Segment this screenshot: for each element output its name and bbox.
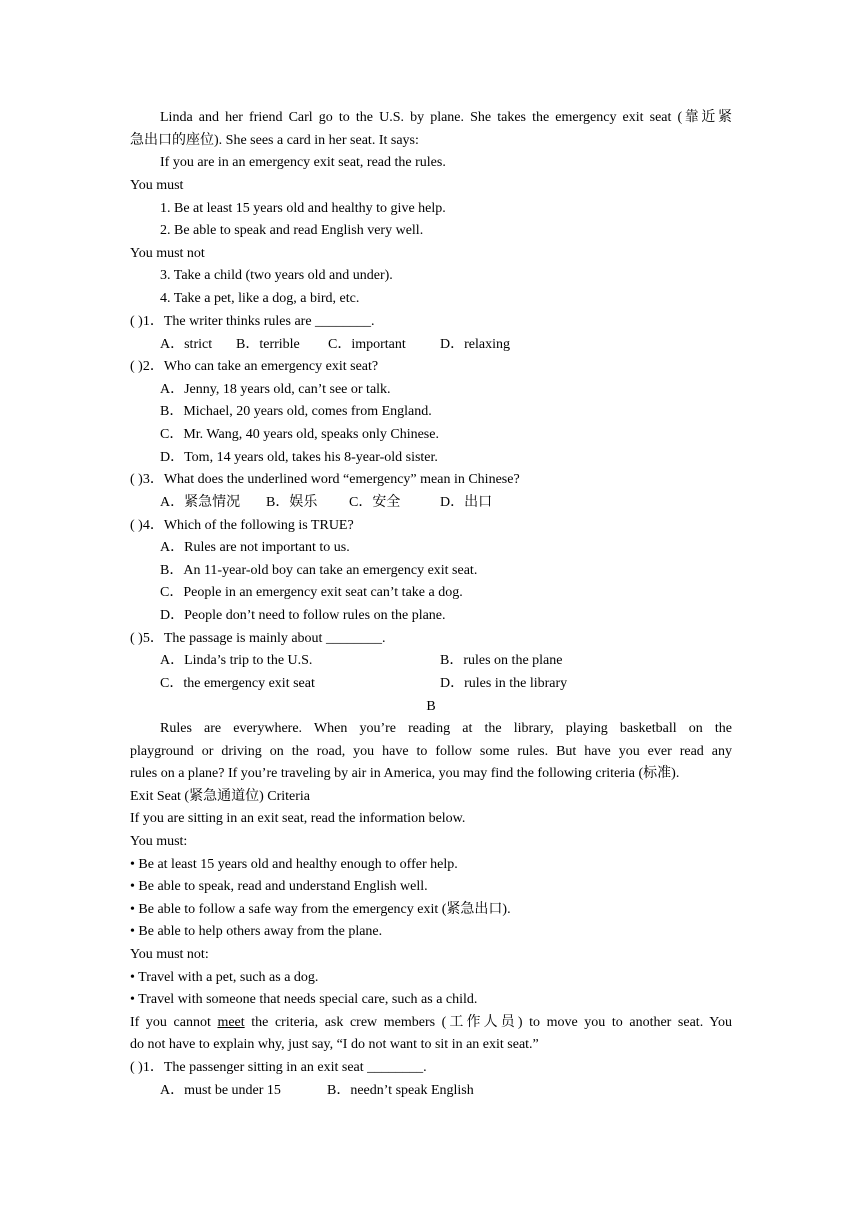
option-d: D．People don’t need to follow rules on the plane. — [160, 608, 446, 623]
option-d: D．Tom, 14 years old, takes his 8-year-old sister. — [160, 450, 438, 465]
question-1: ( )1．The writer thinks rules are ________. — [130, 314, 375, 329]
underlined-word-meet: meet — [217, 1015, 245, 1030]
option-b: B．娱乐 — [266, 495, 318, 510]
option-a: A．must be under 15 — [160, 1083, 281, 1098]
question-3 — [130, 470, 732, 490]
closing-line-1 — [130, 1013, 732, 1033]
option-a: A．Jenny, 18 years old, can’t see or talk. — [160, 382, 391, 397]
option-c: C．Mr. Wang, 40 years old, speaks only Chinese. — [160, 427, 439, 442]
option-b: B．needn’t speak English — [327, 1083, 474, 1098]
must-not-heading: You must not — [130, 246, 205, 261]
section-label-b: B — [426, 699, 436, 714]
question-2: ( )2．Who can take an emergency exit seat? — [130, 359, 379, 374]
option-c: C．安全 — [349, 495, 401, 510]
option-c: C．important — [328, 337, 406, 352]
question-5: ( )5．The passage is mainly about ________. — [130, 631, 386, 646]
option-b: B．rules on the plane — [440, 653, 563, 668]
option-a: A．strict — [160, 337, 213, 352]
question-3-text-before: ( )3．What does the underlined word “ — [130, 472, 350, 487]
must-not-item: • Travel with someone that needs special care, such as a child. — [130, 992, 478, 1007]
must-heading: You must: — [130, 834, 188, 849]
option-d: D．rules in the library — [440, 676, 568, 691]
intro-line-3: If you are in an emergency exit seat, read the rules. — [160, 155, 446, 170]
option-c: C．People in an emergency exit seat can’t take a dog. — [160, 585, 463, 600]
intro-line-1: Linda and her friend Carl go to the U.S. by plane. She takes the emergency exit seat (靠近紧 — [160, 110, 732, 125]
question-3-text-after: ” mean in Chinese? — [410, 472, 520, 487]
intro-line-2: 急出口的座位). She sees a card in her seat. It says: — [130, 133, 419, 148]
option-a: A．紧急情况 — [160, 495, 241, 510]
must-item: 1. Be at least 15 years old and healthy to give help. — [160, 201, 446, 216]
must-item: • Be able to follow a safe way from the emergency exit (紧急出口). — [130, 902, 511, 917]
option-b: B．Michael, 20 years old, comes from England. — [160, 404, 432, 419]
closing-line-2: do not have to explain why, just say, “I do not want to sit in an exit seat.” — [130, 1037, 539, 1052]
underlined-word-emergency: emergency — [349, 472, 411, 487]
must-not-heading: You must not: — [130, 947, 209, 962]
option-a: A．Rules are not important to us. — [160, 540, 350, 555]
must-item: • Be able to speak, read and understand English well. — [130, 879, 428, 894]
must-heading: You must — [130, 178, 184, 193]
closing-text-after: the criteria, ask crew members (工作人员) to move you to another seat. You — [244, 1015, 732, 1030]
question-4: ( )4．Which of the following is TRUE? — [130, 518, 354, 533]
must-not-item: 3. Take a child (two years old and under). — [160, 268, 393, 283]
paragraph-line-3: rules on a plane? If you’re traveling by air in America, you may find the following criteria (标准). — [130, 766, 680, 781]
must-item: • Be at least 15 years old and healthy enough to offer help. — [130, 857, 458, 872]
option-d: D．出口 — [440, 495, 493, 510]
closing-text-before: If you cannot — [130, 1015, 218, 1030]
must-item: 2. Be able to speak and read English very well. — [160, 223, 424, 238]
option-b: B．terrible — [236, 337, 300, 352]
question-1: ( )1．The passenger sitting in an exit seat ________. — [130, 1060, 427, 1075]
option-b: B．An 11-year-old boy can take an emergency exit seat. — [160, 563, 478, 578]
criteria-intro: If you are sitting in an exit seat, read the information below. — [130, 811, 466, 826]
option-a: A．Linda’s trip to the U.S. — [160, 653, 313, 668]
option-c: C．the emergency exit seat — [160, 676, 315, 691]
must-item: • Be able to help others away from the plane. — [130, 924, 383, 939]
paragraph-line-2: playground or driving on the road, you have to follow some rules. But have you ever read any — [130, 744, 732, 759]
option-d: D．relaxing — [440, 337, 510, 352]
paragraph-line-1: Rules are everywhere. When you’re reading at the library, playing basketball on the — [160, 721, 732, 736]
must-not-item: • Travel with a pet, such as a dog. — [130, 970, 319, 985]
must-not-item: 4. Take a pet, like a dog, a bird, etc. — [160, 291, 360, 306]
criteria-title: Exit Seat (紧急通道位) Criteria — [130, 789, 311, 804]
